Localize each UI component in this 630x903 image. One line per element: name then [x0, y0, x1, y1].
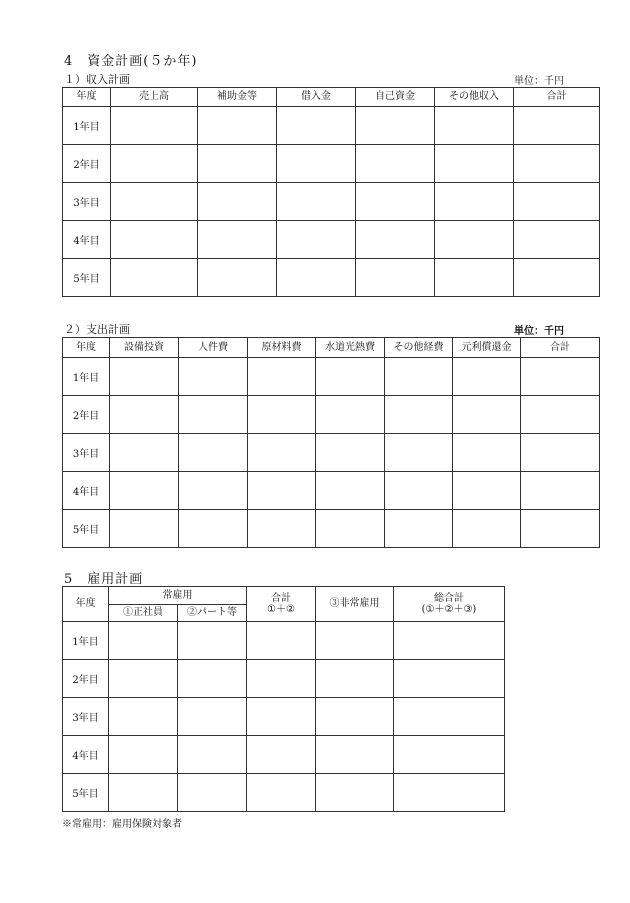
employment-nonregular-cell[interactable] [316, 622, 394, 660]
expense-utilities-cell[interactable] [316, 434, 385, 472]
employment-fulltime-cell[interactable] [109, 622, 178, 660]
employment-nonregular-cell[interactable] [316, 660, 394, 698]
total-label: 総合計 [434, 592, 464, 604]
employment-fulltime-cell[interactable] [109, 774, 178, 812]
employment-header-year: 年度 [63, 587, 109, 622]
employment-header-fulltime: ①正社員 [109, 605, 178, 622]
expense-repayment-cell[interactable] [453, 434, 521, 472]
income-sales-cell[interactable] [111, 183, 198, 221]
expense-repayment-cell[interactable] [453, 510, 521, 548]
income-sales-cell[interactable] [111, 259, 198, 297]
expense-header-equipment: 設備投資 [110, 338, 179, 358]
income-total-cell[interactable] [514, 145, 600, 183]
income-loan-cell[interactable] [277, 145, 356, 183]
employment-total-cell[interactable] [394, 698, 505, 736]
expense-labor-cell[interactable] [179, 396, 248, 434]
income-unit-label: 単位：千円 [514, 76, 564, 87]
expense-total-cell[interactable] [521, 358, 600, 396]
income-other-cell[interactable] [435, 145, 514, 183]
employment-header-row [63, 587, 505, 605]
employment-total-cell[interactable] [394, 736, 505, 774]
year-label: 3年目 [63, 183, 111, 221]
employment-subtotal-cell[interactable] [247, 736, 316, 774]
income-subsidy-cell[interactable] [198, 259, 277, 297]
section-5-title: 5 雇用計画 [64, 572, 144, 587]
year-label: 5年目 [63, 259, 111, 297]
expense-header-labor: 人件費 [179, 338, 248, 358]
expense-materials-cell[interactable] [248, 358, 316, 396]
income-sales-cell[interactable] [111, 107, 198, 145]
expense-repayment-cell[interactable] [453, 358, 521, 396]
income-header-year: 年度 [63, 88, 111, 107]
income-subsidy-cell[interactable] [198, 183, 277, 221]
income-header-sales: 売上高 [111, 88, 198, 107]
table-row [63, 396, 600, 434]
expense-header-utilities: 水道光熱費 [316, 338, 385, 358]
income-header-other-income: その他収入 [435, 88, 514, 107]
employment-subtotal-cell[interactable] [247, 622, 316, 660]
income-loan-cell[interactable] [277, 259, 356, 297]
expense-equipment-cell[interactable] [110, 358, 179, 396]
income-sales-cell[interactable] [111, 221, 198, 259]
total-formula: (①＋②＋③) [421, 604, 477, 615]
expense-other-cell[interactable] [385, 434, 453, 472]
expense-equipment-cell[interactable] [110, 472, 179, 510]
income-header-subsidy: 補助金等 [198, 88, 277, 107]
table-row [63, 259, 600, 297]
income-own-funds-cell[interactable] [356, 259, 435, 297]
table-row [63, 434, 600, 472]
year-label: 1年目 [63, 358, 110, 396]
expense-header-materials: 原材料費 [248, 338, 316, 358]
expense-equipment-cell[interactable] [110, 510, 179, 548]
table-row [63, 107, 600, 145]
table-row [63, 736, 505, 774]
income-sales-cell[interactable] [111, 145, 198, 183]
employment-header-subtotal [247, 587, 316, 622]
table-row [63, 145, 600, 183]
income-total-cell[interactable] [514, 183, 600, 221]
year-label: 1年目 [63, 622, 109, 660]
expense-labor-cell[interactable] [179, 358, 248, 396]
year-label: 4年目 [63, 736, 109, 774]
employment-note: ※常雇用：雇用保険対象者 [62, 819, 182, 830]
table-row [63, 698, 505, 736]
income-own-funds-cell[interactable] [356, 107, 435, 145]
subtotal-formula: ①＋② [267, 604, 295, 615]
employment-plan-table [62, 586, 505, 812]
expense-equipment-cell[interactable] [110, 396, 179, 434]
expense-other-cell[interactable] [385, 358, 453, 396]
employment-nonregular-cell[interactable] [316, 736, 394, 774]
expense-repayment-cell[interactable] [453, 396, 521, 434]
table-row [63, 358, 600, 396]
income-own-funds-cell[interactable] [356, 183, 435, 221]
year-label: 2年目 [63, 660, 109, 698]
employment-total-cell[interactable] [394, 660, 505, 698]
year-label: 3年目 [63, 434, 110, 472]
income-other-cell[interactable] [435, 259, 514, 297]
employment-fulltime-cell[interactable] [109, 660, 178, 698]
employment-nonregular-cell[interactable] [316, 774, 394, 812]
expense-header-total: 合計 [521, 338, 600, 358]
employment-header-parttime: ②パート等 [178, 605, 247, 622]
table-row [63, 774, 505, 812]
employment-parttime-cell[interactable] [178, 698, 247, 736]
expense-other-cell[interactable] [385, 396, 453, 434]
income-total-cell[interactable] [514, 221, 600, 259]
expense-utilities-cell[interactable] [316, 472, 385, 510]
employment-subtotal-cell[interactable] [247, 774, 316, 812]
income-plan-table [62, 87, 600, 297]
income-header-total: 合計 [514, 88, 600, 107]
year-label: 3年目 [63, 698, 109, 736]
expense-materials-cell[interactable] [248, 510, 316, 548]
employment-parttime-cell[interactable] [178, 660, 247, 698]
expense-total-cell[interactable] [521, 396, 600, 434]
subtotal-label: 合計 [271, 592, 291, 604]
income-subsidy-cell[interactable] [198, 145, 277, 183]
expense-header-row [63, 338, 600, 358]
expense-plan-table [62, 337, 600, 548]
employment-subtotal-cell[interactable] [247, 660, 316, 698]
income-header-own-funds: 自己資金 [356, 88, 435, 107]
year-label: 2年目 [63, 145, 111, 183]
income-subsidy-cell[interactable] [198, 221, 277, 259]
income-own-funds-cell[interactable] [356, 145, 435, 183]
expense-total-cell[interactable] [521, 510, 600, 548]
employment-parttime-cell[interactable] [178, 774, 247, 812]
income-loan-cell[interactable] [277, 183, 356, 221]
table-row [63, 622, 505, 660]
expense-materials-cell[interactable] [248, 434, 316, 472]
expense-total-cell[interactable] [521, 434, 600, 472]
income-other-cell[interactable] [435, 107, 514, 145]
expense-utilities-cell[interactable] [316, 510, 385, 548]
employment-header-nonregular: ③非常雇用 [316, 587, 394, 622]
income-header-loan: 借入金 [277, 88, 356, 107]
income-loan-cell[interactable] [277, 221, 356, 259]
employment-parttime-cell[interactable] [178, 736, 247, 774]
year-label: 5年目 [63, 510, 110, 548]
expense-labor-cell[interactable] [179, 434, 248, 472]
expense-repayment-cell[interactable] [453, 472, 521, 510]
expense-header-year: 年度 [63, 338, 110, 358]
income-total-cell[interactable] [514, 259, 600, 297]
year-label: 5年目 [63, 774, 109, 812]
year-label: 1年目 [63, 107, 111, 145]
expense-equipment-cell[interactable] [110, 434, 179, 472]
employment-total-cell[interactable] [394, 774, 505, 812]
income-total-cell[interactable] [514, 107, 600, 145]
employment-header-regular: 常雇用 [109, 587, 247, 605]
expense-utilities-cell[interactable] [316, 358, 385, 396]
expense-labor-cell[interactable] [179, 510, 248, 548]
expense-plan-title: ２）支出計画 [64, 323, 130, 336]
table-row [63, 221, 600, 259]
employment-fulltime-cell[interactable] [109, 698, 178, 736]
expense-utilities-cell[interactable] [316, 396, 385, 434]
section-4-title: 4 資金計画(５か年) [64, 54, 198, 69]
income-other-cell[interactable] [435, 183, 514, 221]
income-own-funds-cell[interactable] [356, 221, 435, 259]
expense-labor-cell[interactable] [179, 472, 248, 510]
year-label: 4年目 [63, 472, 110, 510]
income-other-cell[interactable] [435, 221, 514, 259]
employment-parttime-cell[interactable] [178, 622, 247, 660]
table-row [63, 472, 600, 510]
income-subsidy-cell[interactable] [198, 107, 277, 145]
expense-header-repayment: 元利償還金 [453, 338, 521, 358]
expense-materials-cell[interactable] [248, 396, 316, 434]
income-header-row [63, 88, 600, 107]
expense-other-cell[interactable] [385, 510, 453, 548]
employment-fulltime-cell[interactable] [109, 736, 178, 774]
expense-total-cell[interactable] [521, 472, 600, 510]
employment-total-cell[interactable] [394, 622, 505, 660]
year-label: 4年目 [63, 221, 111, 259]
income-plan-title: １）収入計画 [64, 73, 130, 86]
table-row [63, 660, 505, 698]
expense-materials-cell[interactable] [248, 472, 316, 510]
employment-subtotal-cell[interactable] [247, 698, 316, 736]
table-row [63, 183, 600, 221]
table-row [63, 510, 600, 548]
year-label: 2年目 [63, 396, 110, 434]
expense-other-cell[interactable] [385, 472, 453, 510]
employment-header-total [394, 587, 505, 622]
employment-nonregular-cell[interactable] [316, 698, 394, 736]
expense-unit-label: 単位：千円 [514, 326, 564, 337]
income-loan-cell[interactable] [277, 107, 356, 145]
expense-header-other-expenses: その他経費 [385, 338, 453, 358]
